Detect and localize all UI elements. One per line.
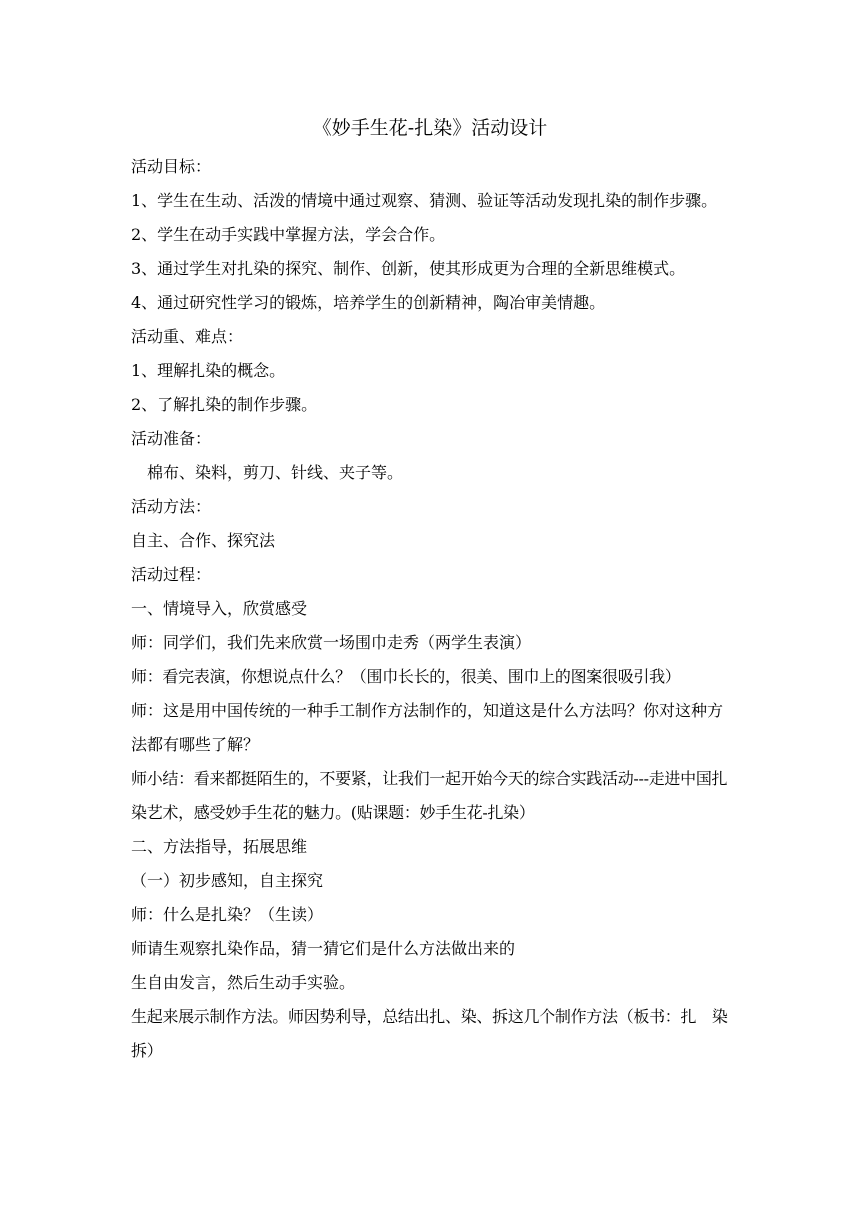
process-line: 生起来展示制作方法。师因势利导，总结出扎、染、拆这几个制作方法（板书：扎 染 拆） <box>131 1007 744 1060</box>
process-line: 师：什么是扎染？（生读） <box>131 905 324 924</box>
methods-text: 自主、合作、探究法 <box>131 531 276 550</box>
goal-item: 2、学生在动手实践中掌握方法，学会合作。 <box>131 225 446 244</box>
process-line: 师：看完表演，你想说点什么？（围巾长长的，很美、围巾上的图案很吸引我） <box>131 667 681 686</box>
process-line: 生自由发言，然后生动手实验。 <box>131 973 356 992</box>
goal-item: 4、通过研究性学习的锻炼，培养学生的创新精神，陶冶审美情趣。 <box>131 293 606 312</box>
process-line: 二、方法指导，拓展思维 <box>131 837 308 856</box>
section-heading-methods: 活动方法： <box>131 497 212 516</box>
process-line: 一、情境导入，欣赏感受 <box>131 599 308 618</box>
section-heading-goals: 活动目标： <box>131 157 212 176</box>
process-line: 师小结：看来都挺陌生的，不要紧，让我们一起开始今天的综合实践活动---走进中国扎染艺术，感受妙手生花的魅力。(贴课题：妙手生花-扎染） <box>131 769 728 822</box>
section-heading-key-points: 活动重、难点： <box>131 327 244 346</box>
process-line: 师：这是用中国传统的一种手工制作方法制作的，知道这是什么方法吗？你对这种方法都有哪些了解？ <box>131 701 724 754</box>
process-line: （一）初步感知，自主探究 <box>131 871 324 890</box>
preparation-text: 棉布、染料，剪刀、针线、夹子等。 <box>147 463 404 482</box>
key-point-item: 1、理解扎染的概念。 <box>131 361 286 380</box>
document-body <box>131 150 744 1068</box>
process-line: 师：同学们，我们先来欣赏一场围巾走秀（两学生表演） <box>131 633 532 652</box>
process-line: 师请生观察扎染作品，猜一猜它们是什么方法做出来的 <box>131 939 516 958</box>
document-title: 《妙手生花-扎染》活动设计 <box>312 117 548 139</box>
section-heading-preparation: 活动准备： <box>131 429 212 448</box>
key-point-item: 2、了解扎染的制作步骤。 <box>131 395 318 414</box>
goal-item: 1、学生在生动、活泼的情境中通过观察、猜测、验证等活动发现扎染的制作步骤。 <box>131 191 718 210</box>
section-heading-process: 活动过程： <box>131 565 212 584</box>
goal-item: 3、通过学生对扎染的探究、制作、创新，使其形成更为合理的全新思维模式。 <box>131 259 686 278</box>
